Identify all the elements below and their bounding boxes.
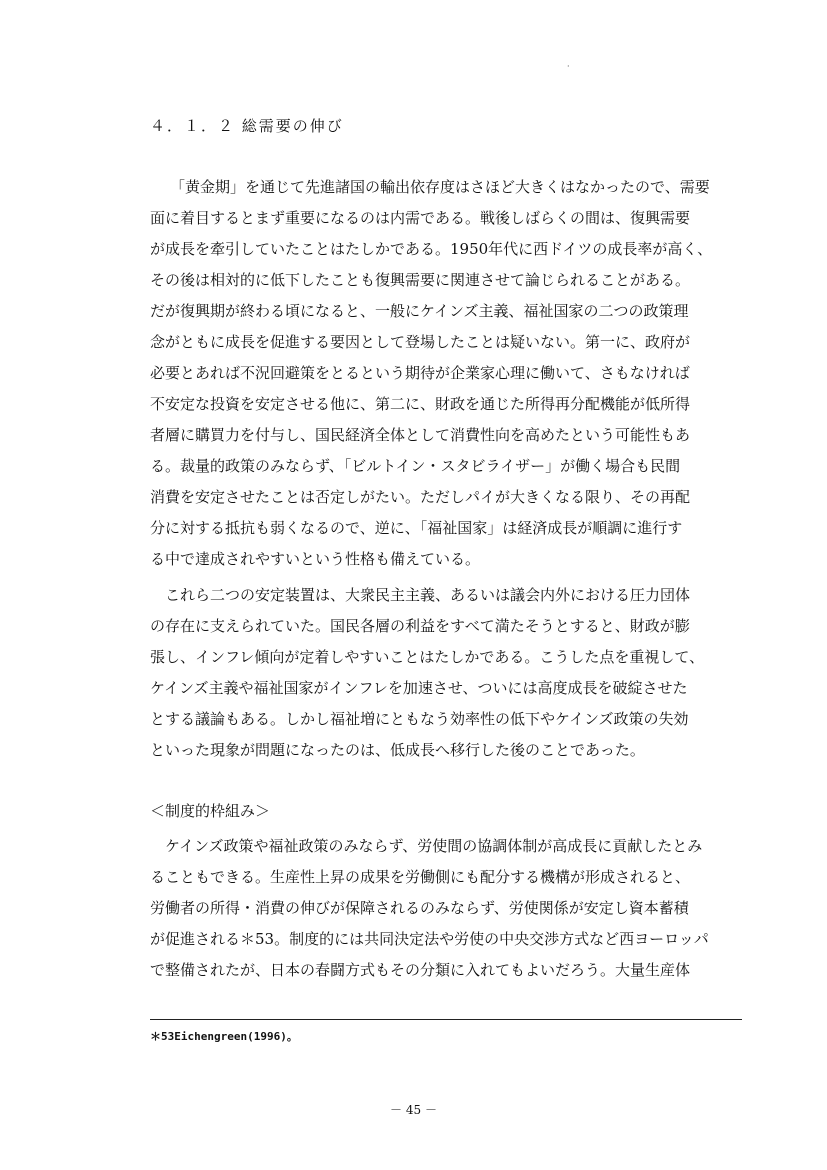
text-line: 消費を安定させたことは否定しがたい。ただしパイが大きくなる限り、その再配 <box>150 488 691 506</box>
stray-mark: · <box>567 62 570 71</box>
section-heading: ４．１．２ 総需要の伸び <box>150 117 344 135</box>
text-line: ケインズ政策や福祉政策のみならず、労使間の協調体制が高成長に貢献したとみ <box>150 837 703 855</box>
text-line: 分に対する抵抗も弱くなるので、逆に、「福祉国家」は経済成長が順調に進行す <box>150 519 683 537</box>
text-line: 必要とあれば不況回避策をとるという期待が企業家心理に働いて、さもなければ <box>150 364 690 382</box>
text-line: ケインズ主義や福祉国家がインフレを加速させ、ついには高度成長を破綻させた <box>150 679 688 697</box>
text-line: で整備されたが、日本の春闘方式もその分類に入れてもよいだろう。大量生産体 <box>150 961 691 979</box>
text-line: だが復興期が終わる頃になると、一般にケインズ主義、福祉国家の二つの政策理 <box>150 302 689 320</box>
text-line: が成長を牽引していたことはたしかである。1950年代に西ドイツの成長率が高く、 <box>150 240 713 258</box>
text-line: ることもできる。生産性上昇の成果を労働側にも配分する機構が形成されると、 <box>150 868 691 886</box>
text-line: 張し、インフレ傾向が定着しやすいことはたしかである。こうした点を重視して、 <box>150 648 705 666</box>
text-line: が促進される＊53。制度的には共同決定法や労使の中央交渉方式など西ヨーロッパ <box>150 930 709 948</box>
text-line: 不安定な投資を安定させる他に、第二に、財政を通じた所得再分配機能が低所得 <box>150 395 691 413</box>
text-line: 労働者の所得・消費の伸びが保障されるのみならず、労使関係が安定し資本蓄積 <box>150 899 689 917</box>
subheading: ＜制度的枠組み＞ <box>150 802 271 820</box>
text-line: る中で達成されやすいという性格も備えている。 <box>150 550 481 568</box>
text-line: 者層に購買力を付与し、国民経済全体として消費性向を高めたという可能性もあ <box>150 426 691 444</box>
text-line: の存在に支えられていた。国民各層の利益をすべて満たそうとすると、財政が膨 <box>150 617 690 635</box>
footnote-divider <box>150 1019 742 1020</box>
footnote: ＊53Eichengreen(1996)。 <box>150 1030 298 1043</box>
text-line: これら二つの安定装置は、大衆民主主義、あるいは議会内外における圧力団体 <box>150 586 691 604</box>
text-line: る。裁量的政策のみならず、「ビルトイン・スタビライザー」が働く場合も民間 <box>150 457 681 475</box>
page-number: － 45 － <box>390 1103 437 1117</box>
text-line: といった現象が問題になったのは、低成長へ移行した後のことであった。 <box>150 741 645 759</box>
text-line: 「黄金期」を通じて先進諸国の輸出依存度はさほど大きくはなかったので、需要 <box>170 178 710 196</box>
text-line: 面に着目するとまず重要になるのは内需である。戦後しばらくの間は、復興需要 <box>150 209 691 227</box>
text-line: その後は相対的に低下したことも復興需要に関連させて論じられることがある。 <box>150 271 691 289</box>
text-line: 念がともに成長を促進する要因として登場したことは疑いない。第一に、政府が <box>150 333 691 351</box>
text-line: とする議論もある。しかし福祉増にともなう効率性の低下やケインズ政策の失効 <box>150 710 689 728</box>
